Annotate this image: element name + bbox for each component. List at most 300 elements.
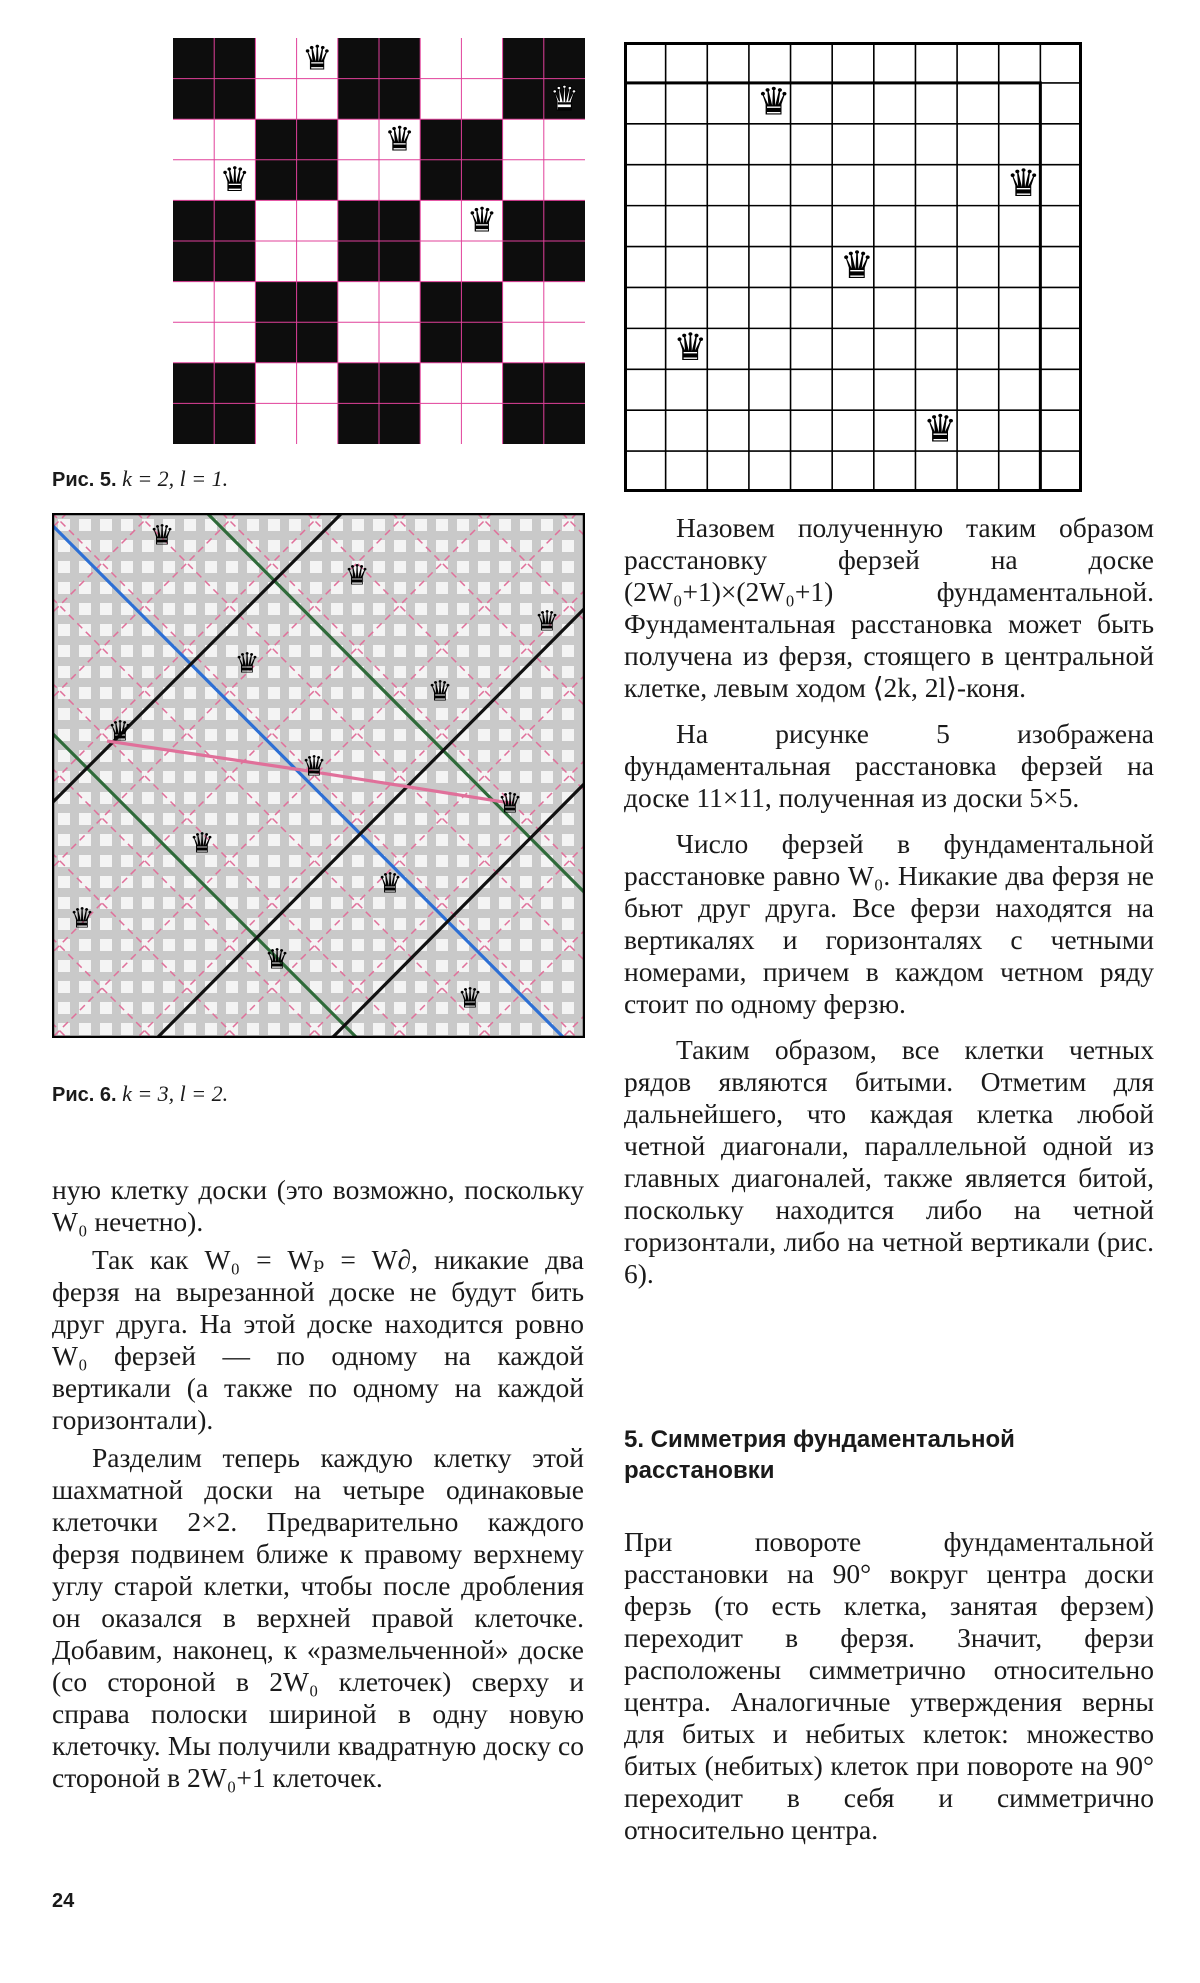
grid-cell xyxy=(121,897,133,909)
grid-cell xyxy=(184,708,196,720)
grid-cell xyxy=(310,561,322,573)
grid-cell xyxy=(289,1023,301,1035)
grid-cell xyxy=(562,519,574,531)
grid-cell xyxy=(436,960,448,972)
queen-icon: ♛ xyxy=(457,981,483,1015)
grid-cell xyxy=(520,918,532,930)
grid-cell xyxy=(331,729,343,741)
grid-cell xyxy=(331,540,343,552)
grid-cell xyxy=(499,771,511,783)
grid-cell xyxy=(268,855,280,867)
queen-icon: ♛ xyxy=(384,119,415,160)
grid-cell xyxy=(499,1002,511,1014)
figure-5-board xyxy=(173,38,585,444)
grid-cell xyxy=(436,519,448,531)
figure-6-caption-params: k = 3, l = 2. xyxy=(122,1081,229,1106)
grid-cell xyxy=(79,519,91,531)
grid-cell xyxy=(79,687,91,699)
grid-cell xyxy=(289,729,301,741)
grid-cell xyxy=(163,603,175,615)
grid-cell xyxy=(289,939,301,951)
grid-cell xyxy=(310,897,322,909)
grid-cell xyxy=(331,939,343,951)
grid-cell xyxy=(142,645,154,657)
grid-cell xyxy=(184,960,196,972)
grid-cell xyxy=(520,603,532,615)
queen-icon: ♛ xyxy=(756,79,791,124)
grid-cell xyxy=(352,708,364,720)
grid-cell xyxy=(562,897,574,909)
grid-cell xyxy=(373,561,385,573)
grid-cell xyxy=(58,897,70,909)
grid-cell xyxy=(289,876,301,888)
grid-cell xyxy=(247,540,259,552)
grid-cell xyxy=(520,939,532,951)
queen-icon: ♛ xyxy=(673,324,708,369)
grid-cell xyxy=(541,960,553,972)
grid-cell xyxy=(121,624,133,636)
grid-cell xyxy=(226,729,238,741)
grid-cell xyxy=(352,792,364,804)
grid-cell xyxy=(226,582,238,594)
grid-cell xyxy=(520,687,532,699)
grid-cell xyxy=(247,981,259,993)
grid-cell xyxy=(415,1023,427,1035)
grid-cell xyxy=(436,645,448,657)
grid-cell xyxy=(310,918,322,930)
grid-cell xyxy=(289,792,301,804)
grid-cell xyxy=(268,1023,280,1035)
grid-cell xyxy=(520,708,532,720)
grid-cell xyxy=(331,750,343,762)
queen-icon: ♛ xyxy=(219,160,251,201)
grid-cell xyxy=(373,1002,385,1014)
grid-cell xyxy=(478,645,490,657)
grid-cell xyxy=(541,519,553,531)
grid-cell xyxy=(58,981,70,993)
grid-cell xyxy=(394,750,406,762)
grid-cell xyxy=(562,1002,574,1014)
grid-cell xyxy=(58,708,70,720)
grid-cell xyxy=(58,918,70,930)
grid-cell xyxy=(457,624,469,636)
grid-cell xyxy=(226,561,238,573)
queen-icon: ♛ xyxy=(234,646,260,680)
grid-cell xyxy=(415,813,427,825)
grid-cell xyxy=(142,792,154,804)
grid-cell xyxy=(478,561,490,573)
grid-cell xyxy=(268,708,280,720)
grid-cell xyxy=(79,1002,91,1014)
grid-cell xyxy=(394,582,406,594)
grid-cell xyxy=(100,918,112,930)
grid-cell xyxy=(562,729,574,741)
grid-cell xyxy=(331,897,343,909)
figure-grid-board xyxy=(624,42,1082,492)
grid-cell xyxy=(352,687,364,699)
grid-cell xyxy=(436,876,448,888)
grid-cell xyxy=(562,981,574,993)
grid-cell xyxy=(79,1023,91,1035)
grid-cell xyxy=(184,939,196,951)
grid-cell xyxy=(436,939,448,951)
grid-cell xyxy=(562,540,574,552)
grid-cell xyxy=(205,897,217,909)
grid-cell xyxy=(205,813,217,825)
grid-cell xyxy=(457,519,469,531)
queen-icon: ♛ xyxy=(69,901,95,935)
grid-cell xyxy=(247,834,259,846)
grid-cell xyxy=(289,582,301,594)
grid-cell xyxy=(268,603,280,615)
grid-cell xyxy=(142,897,154,909)
grid-cell xyxy=(415,519,427,531)
grid-cell xyxy=(58,645,70,657)
grid-cell xyxy=(394,1002,406,1014)
grid-cell xyxy=(331,624,343,636)
grid-cell xyxy=(352,918,364,930)
grid-cell xyxy=(121,687,133,699)
grid-cell xyxy=(58,834,70,846)
grid-cell xyxy=(226,876,238,888)
grid-cell xyxy=(310,1002,322,1014)
grid-cell xyxy=(79,645,91,657)
grid-cell xyxy=(310,729,322,741)
grid-cell xyxy=(394,687,406,699)
grid-cell xyxy=(457,750,469,762)
grid-cell xyxy=(247,897,259,909)
grid-cell xyxy=(163,561,175,573)
figure-6-caption xyxy=(52,1081,228,1107)
grid-cell xyxy=(331,687,343,699)
grid-cell xyxy=(352,960,364,972)
grid-cell xyxy=(205,624,217,636)
grid-cell xyxy=(184,582,196,594)
grid-cell xyxy=(478,897,490,909)
grid-cell xyxy=(142,1002,154,1014)
grid-cell xyxy=(100,624,112,636)
grid-cell xyxy=(205,729,217,741)
grid-cell xyxy=(205,939,217,951)
grid-cell xyxy=(58,813,70,825)
grid-cell xyxy=(121,981,133,993)
grid-cell xyxy=(457,645,469,657)
grid-cell xyxy=(121,939,133,951)
grid-cell xyxy=(331,834,343,846)
grid-cell xyxy=(58,561,70,573)
grid-cell xyxy=(121,645,133,657)
grid-cell xyxy=(247,582,259,594)
grid-cell xyxy=(499,519,511,531)
grid-cell xyxy=(436,855,448,867)
grid-cell xyxy=(457,561,469,573)
grid-cell xyxy=(373,666,385,678)
grid-cell xyxy=(121,1023,133,1035)
grid-cell xyxy=(352,519,364,531)
grid-cell xyxy=(79,981,91,993)
grid-cell xyxy=(436,540,448,552)
grid-cell xyxy=(499,897,511,909)
grid-cell xyxy=(163,1002,175,1014)
grid-cell xyxy=(247,1023,259,1035)
grid-cell xyxy=(373,792,385,804)
grid-cell xyxy=(142,582,154,594)
grid-cell xyxy=(247,687,259,699)
grid-cell xyxy=(520,519,532,531)
grid-cell xyxy=(58,771,70,783)
right-column xyxy=(624,512,1154,1304)
grid-cell xyxy=(100,876,112,888)
grid-cell xyxy=(562,645,574,657)
grid-cell xyxy=(352,624,364,636)
grid-cell xyxy=(100,540,112,552)
queen-icon: ♛ xyxy=(427,674,453,708)
grid-cell xyxy=(163,666,175,678)
grid-cell xyxy=(394,813,406,825)
grid-cell xyxy=(562,834,574,846)
grid-cell xyxy=(268,792,280,804)
grid-cell xyxy=(79,708,91,720)
section-5 xyxy=(624,1424,1154,1860)
grid-cell xyxy=(163,855,175,867)
grid-cell xyxy=(79,792,91,804)
grid-cell xyxy=(205,1023,217,1035)
grid-cell xyxy=(121,834,133,846)
queen-icon: ♛ xyxy=(923,406,958,451)
grid-cell xyxy=(121,813,133,825)
right-paragraph-2: На рисунке 5 изображена фундаментальная расстановка ферзей на доске 11×11, полученная из доски 5×5. xyxy=(624,718,1154,813)
grid-cell xyxy=(58,666,70,678)
grid-cell xyxy=(289,645,301,657)
queen-icon: ♛ xyxy=(149,518,175,552)
grid-cell xyxy=(457,855,469,867)
grid-cell xyxy=(184,771,196,783)
grid-cell xyxy=(457,603,469,615)
grid-cell xyxy=(394,645,406,657)
grid-cell xyxy=(352,540,364,552)
grid-cell xyxy=(394,561,406,573)
queen-icon: ♛ xyxy=(301,38,333,79)
grid-cell xyxy=(478,918,490,930)
queen-icon: ♛ xyxy=(301,749,327,783)
grid-cell xyxy=(121,561,133,573)
grid-cell xyxy=(289,813,301,825)
grid-cell xyxy=(520,1023,532,1035)
grid-cell xyxy=(121,960,133,972)
grid-cell xyxy=(415,624,427,636)
grid-cell xyxy=(415,981,427,993)
grid-cell xyxy=(247,771,259,783)
grid-cell xyxy=(142,960,154,972)
grid-cell xyxy=(499,1023,511,1035)
grid-cell xyxy=(499,582,511,594)
grid-cell xyxy=(163,876,175,888)
grid-cell xyxy=(79,813,91,825)
grid-cell xyxy=(247,855,259,867)
grid-cell xyxy=(394,918,406,930)
grid-cell xyxy=(184,624,196,636)
grid-cell xyxy=(436,729,448,741)
figure-6-caption-label: Рис. 6. xyxy=(52,1084,117,1106)
grid-cell xyxy=(499,603,511,615)
grid-cell xyxy=(184,603,196,615)
grid-cell xyxy=(520,855,532,867)
grid-cell xyxy=(373,1023,385,1035)
grid-cell xyxy=(331,981,343,993)
grid-cell xyxy=(352,855,364,867)
grid-cell xyxy=(142,729,154,741)
grid-cell xyxy=(352,939,364,951)
queen-icon: ♛ xyxy=(1006,161,1041,206)
grid-cell xyxy=(247,960,259,972)
grid-cell xyxy=(100,519,112,531)
grid-cell xyxy=(373,645,385,657)
grid-cell xyxy=(184,918,196,930)
grid-cell xyxy=(268,624,280,636)
grid-cell xyxy=(268,687,280,699)
grid-cell xyxy=(58,876,70,888)
grid-cell xyxy=(163,981,175,993)
grid-cell xyxy=(121,771,133,783)
grid-cell xyxy=(79,666,91,678)
grid-cell xyxy=(499,708,511,720)
section-heading: 5. Симметрия фундаментальной расстановки xyxy=(624,1426,1015,1484)
grid-cell xyxy=(394,624,406,636)
queen-icon: ♛ xyxy=(466,200,498,241)
grid-cell xyxy=(457,666,469,678)
grid-cell xyxy=(373,582,385,594)
grid-cell xyxy=(562,813,574,825)
grid-cell xyxy=(289,687,301,699)
queen-icon: ♛ xyxy=(344,558,370,592)
grid-cell xyxy=(289,918,301,930)
left-paragraph-1: ную клетку доски (это возможно, поскольку W₀ нечетно). xyxy=(52,1174,584,1237)
grid-cell xyxy=(268,540,280,552)
right-paragraph-4: Таким образом, все клетки четных рядов являются битыми. Отметим для дальнейшего, что каждая клетка любой четной диагонали, параллельной одной из главных диагоналей, также является битой, поскольку находится либо на четной горизонтали, либо на четной вертикали (рис. 6). xyxy=(624,1034,1154,1289)
grid-cell xyxy=(520,771,532,783)
grid-cell xyxy=(415,687,427,699)
grid-cell xyxy=(79,939,91,951)
grid-cell xyxy=(394,666,406,678)
grid-cell xyxy=(58,687,70,699)
grid-cell xyxy=(478,729,490,741)
grid-cell xyxy=(436,834,448,846)
grid-cell xyxy=(226,792,238,804)
grid-cell xyxy=(499,645,511,657)
grid-cell xyxy=(562,960,574,972)
grid-cell xyxy=(373,939,385,951)
grid-cell xyxy=(100,834,112,846)
grid-cell xyxy=(184,876,196,888)
grid-cell xyxy=(352,876,364,888)
grid-cell xyxy=(520,624,532,636)
grid-cell xyxy=(352,750,364,762)
grid-cell xyxy=(562,561,574,573)
grid-cell xyxy=(79,603,91,615)
grid-cell xyxy=(499,561,511,573)
grid-cell xyxy=(247,813,259,825)
grid-cell xyxy=(268,666,280,678)
grid-cell xyxy=(478,624,490,636)
grid-cell xyxy=(310,666,322,678)
grid-cell xyxy=(79,729,91,741)
grid-cell xyxy=(394,540,406,552)
grid-cell xyxy=(541,729,553,741)
grid-cell xyxy=(289,540,301,552)
grid-cell xyxy=(121,519,133,531)
grid-cell xyxy=(226,813,238,825)
grid-cell xyxy=(415,708,427,720)
grid-cell xyxy=(478,687,490,699)
grid-cell xyxy=(331,561,343,573)
grid-cell xyxy=(226,939,238,951)
grid-cell xyxy=(415,666,427,678)
grid-cell xyxy=(478,666,490,678)
grid-cell xyxy=(562,708,574,720)
grid-cell xyxy=(58,1002,70,1014)
grid-cell xyxy=(205,771,217,783)
grid-cell xyxy=(226,855,238,867)
grid-cell xyxy=(142,981,154,993)
grid-cell xyxy=(205,561,217,573)
grid-cell xyxy=(541,561,553,573)
grid-cell xyxy=(436,624,448,636)
grid-cell xyxy=(331,603,343,615)
left-paragraph-2: Так как W₀ = Wₚ = W∂, никакие два ферзя на вырезанной доске не будут бить друг друга. На этой доске находится ровно W₀ ферзей — по одному на каждой вертикали (а также по одному на каждой горизонтали). xyxy=(52,1244,584,1435)
grid-cell xyxy=(436,708,448,720)
grid-cell xyxy=(268,876,280,888)
grid-cell xyxy=(394,729,406,741)
grid-cell xyxy=(520,582,532,594)
grid-cell xyxy=(268,771,280,783)
left-paragraph-3: Разделим теперь каждую клетку этой шахматной доски на четыре одинаковые клеточки 2×2. Предварительно каждого ферзя подвинем ближе к правому верхнему углу старой клетки, чтобы после дробления он оказался в верхней правой клеточке. Добавим, наконец, к «размельченной» доске (со стороной в 2W₀ клеточек) сверху и справа полоски шириной в одну новую клеточку. Мы получили квадратную доску со стороной в 2W₀+1 клеточек. xyxy=(52,1442,584,1793)
grid-cell xyxy=(541,981,553,993)
grid-cell xyxy=(226,918,238,930)
grid-cell xyxy=(58,1023,70,1035)
grid-cell xyxy=(457,813,469,825)
grid-cell xyxy=(163,792,175,804)
grid-cell xyxy=(100,603,112,615)
grid-cell xyxy=(562,918,574,930)
grid-cell xyxy=(520,750,532,762)
grid-cell xyxy=(142,918,154,930)
grid-cell xyxy=(268,561,280,573)
grid-cell xyxy=(310,645,322,657)
grid-cell xyxy=(268,834,280,846)
grid-cell xyxy=(415,561,427,573)
grid-cell xyxy=(394,834,406,846)
grid-cell xyxy=(562,750,574,762)
grid-cell xyxy=(268,519,280,531)
grid-cell xyxy=(310,708,322,720)
grid-cell xyxy=(562,582,574,594)
grid-cell xyxy=(163,582,175,594)
grid-cell xyxy=(100,1023,112,1035)
grid-cell xyxy=(100,666,112,678)
grid-cell xyxy=(541,771,553,783)
grid-cell xyxy=(163,897,175,909)
grid-cell xyxy=(121,855,133,867)
section-paragraph-1: При повороте фундаментальной расстановки на 90° вокруг центра доски ферзь (то есть клетка, занятая ферзем) переходит в ферзя. Значит, ферзи расположены симметрично относительно центра. Аналогичные утверждения верны для битых и небитых клеток: множество битых (небитых) клеток при повороте на 90° переходит в себя и симметрично относительно центра. xyxy=(624,1526,1154,1845)
grid-cell xyxy=(163,771,175,783)
grid-cell xyxy=(520,540,532,552)
grid-cell xyxy=(100,939,112,951)
grid-cell xyxy=(289,855,301,867)
grid-cell xyxy=(205,603,217,615)
grid-cell xyxy=(142,666,154,678)
grid-cell xyxy=(58,582,70,594)
grid-cell xyxy=(541,897,553,909)
